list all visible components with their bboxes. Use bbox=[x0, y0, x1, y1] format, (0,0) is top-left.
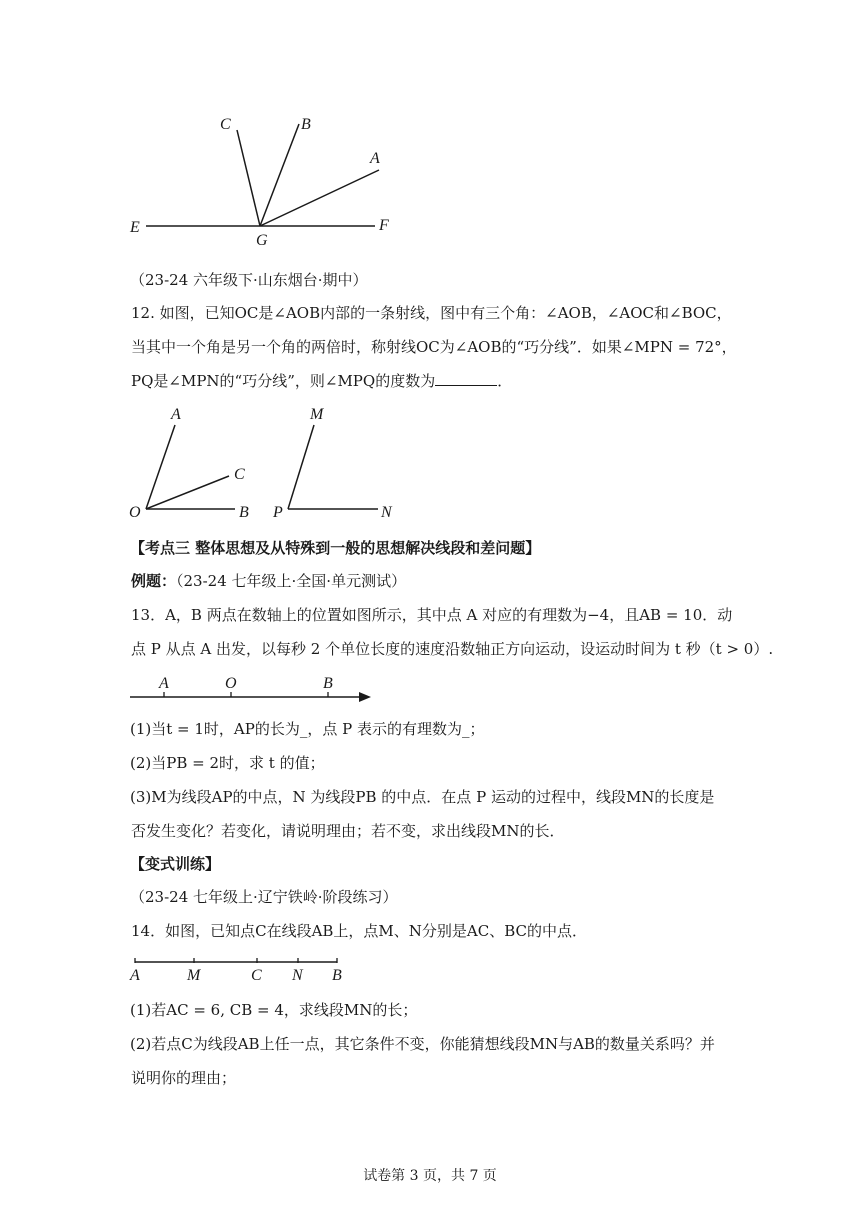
label-c: C bbox=[220, 116, 231, 133]
label-e: E bbox=[130, 219, 140, 236]
label-n: N bbox=[292, 967, 303, 984]
figure-segment-ab bbox=[125, 950, 355, 986]
label-b: B bbox=[323, 675, 333, 692]
label-b: B bbox=[332, 967, 342, 984]
ray-pm bbox=[288, 425, 314, 509]
q14-part1: (1)若AC = 6, CB = 4，求线段MN的长； bbox=[130, 1001, 418, 1019]
ray-oc bbox=[146, 476, 229, 509]
figure-angle-mpn bbox=[268, 400, 403, 525]
label-a: A bbox=[130, 967, 140, 984]
q14-line1: 14．如图，已知点C在线段AB上，点M、N分别是AC、BC的中点． bbox=[131, 922, 587, 940]
q12-line3-end: ． bbox=[497, 372, 513, 390]
label-n: N bbox=[381, 504, 392, 521]
section-heading: 【考点三 整体思想及从特殊到一般的思想解决线段和差问题】 bbox=[130, 539, 541, 557]
figure-number-line bbox=[125, 672, 380, 708]
label-c: C bbox=[251, 967, 262, 984]
q13-part1: (1)当t = 1时，AP的长为_，点 P 表示的有理数为_； bbox=[130, 720, 485, 738]
figure-angles-at-g bbox=[120, 105, 410, 255]
label-m: M bbox=[310, 406, 324, 423]
label-a: A bbox=[159, 675, 169, 692]
ray-gc bbox=[237, 130, 260, 226]
q14-part2b: 说明你的理由； bbox=[131, 1069, 237, 1087]
label-a: A bbox=[171, 406, 181, 423]
example-label: 例题： bbox=[131, 572, 177, 590]
page-footer: 试卷第 3 页，共 7 页 bbox=[363, 1168, 497, 1184]
q13-part3b: 否发生变化？若变化，请说明理由；若不变，求出线段MN的长． bbox=[131, 822, 565, 840]
label-b: B bbox=[239, 504, 249, 521]
q12-line3 bbox=[131, 371, 512, 391]
q12-line2: 当其中一个角是另一个角的两倍时，称射线OC为∠AOB的“巧分线”．如果∠MPN = 72°， bbox=[131, 338, 737, 356]
q13-line1: 13．A，B 两点在数轴上的位置如图所示，其中点 A 对应的有理数为−4，且AB = 10．动 bbox=[131, 606, 733, 624]
label-p: P bbox=[273, 504, 283, 521]
label-f: F bbox=[379, 217, 389, 234]
label-c: C bbox=[234, 466, 245, 483]
label-a: A bbox=[370, 150, 380, 167]
q12-line1: 12. 如图，已知OC是∠AOB内部的一条射线，图中有三个角：∠AOB，∠AOC和∠BOC， bbox=[131, 304, 732, 322]
label-o: O bbox=[129, 504, 141, 521]
label-o: O bbox=[225, 675, 237, 692]
figure-angle-aob bbox=[125, 400, 265, 525]
example-line bbox=[131, 571, 406, 591]
q13-part3a: (3)M为线段AP的中点，N 为线段PB 的中点．在点 P 运动的过程中，线段MN的长度是 bbox=[130, 788, 715, 806]
answer-blank[interactable] bbox=[435, 371, 497, 386]
q14-part2a: (2)若点C为线段AB上任一点，其它条件不变，你能猜想线段MN与AB的数量关系吗？并 bbox=[130, 1035, 715, 1053]
q13-part2: (2)当PB = 2时，求 t 的值； bbox=[130, 754, 325, 772]
q13-line2: 点 P 从点 A 出发，以每秒 2 个单位长度的速度沿数轴正方向运动，设运动时间为 t 秒（t > 0）. bbox=[131, 640, 774, 658]
label-b: B bbox=[301, 116, 311, 133]
q12-line3-text: PQ是∠MPN的“巧分线”，则∠MPQ的度数为 bbox=[131, 372, 436, 390]
label-m: M bbox=[187, 967, 201, 984]
label-g: G bbox=[256, 232, 268, 249]
axis-arrow bbox=[359, 692, 371, 702]
ray-oa bbox=[146, 425, 175, 509]
example-source: （23-24 七年级上·全国·单元测试） bbox=[176, 572, 407, 590]
variant-source: （23-24 七年级上·辽宁铁岭·阶段练习） bbox=[130, 888, 398, 906]
variant-heading: 【变式训练】 bbox=[130, 855, 221, 873]
q12-source: （23-24 六年级下·山东烟台·期中） bbox=[130, 271, 368, 289]
